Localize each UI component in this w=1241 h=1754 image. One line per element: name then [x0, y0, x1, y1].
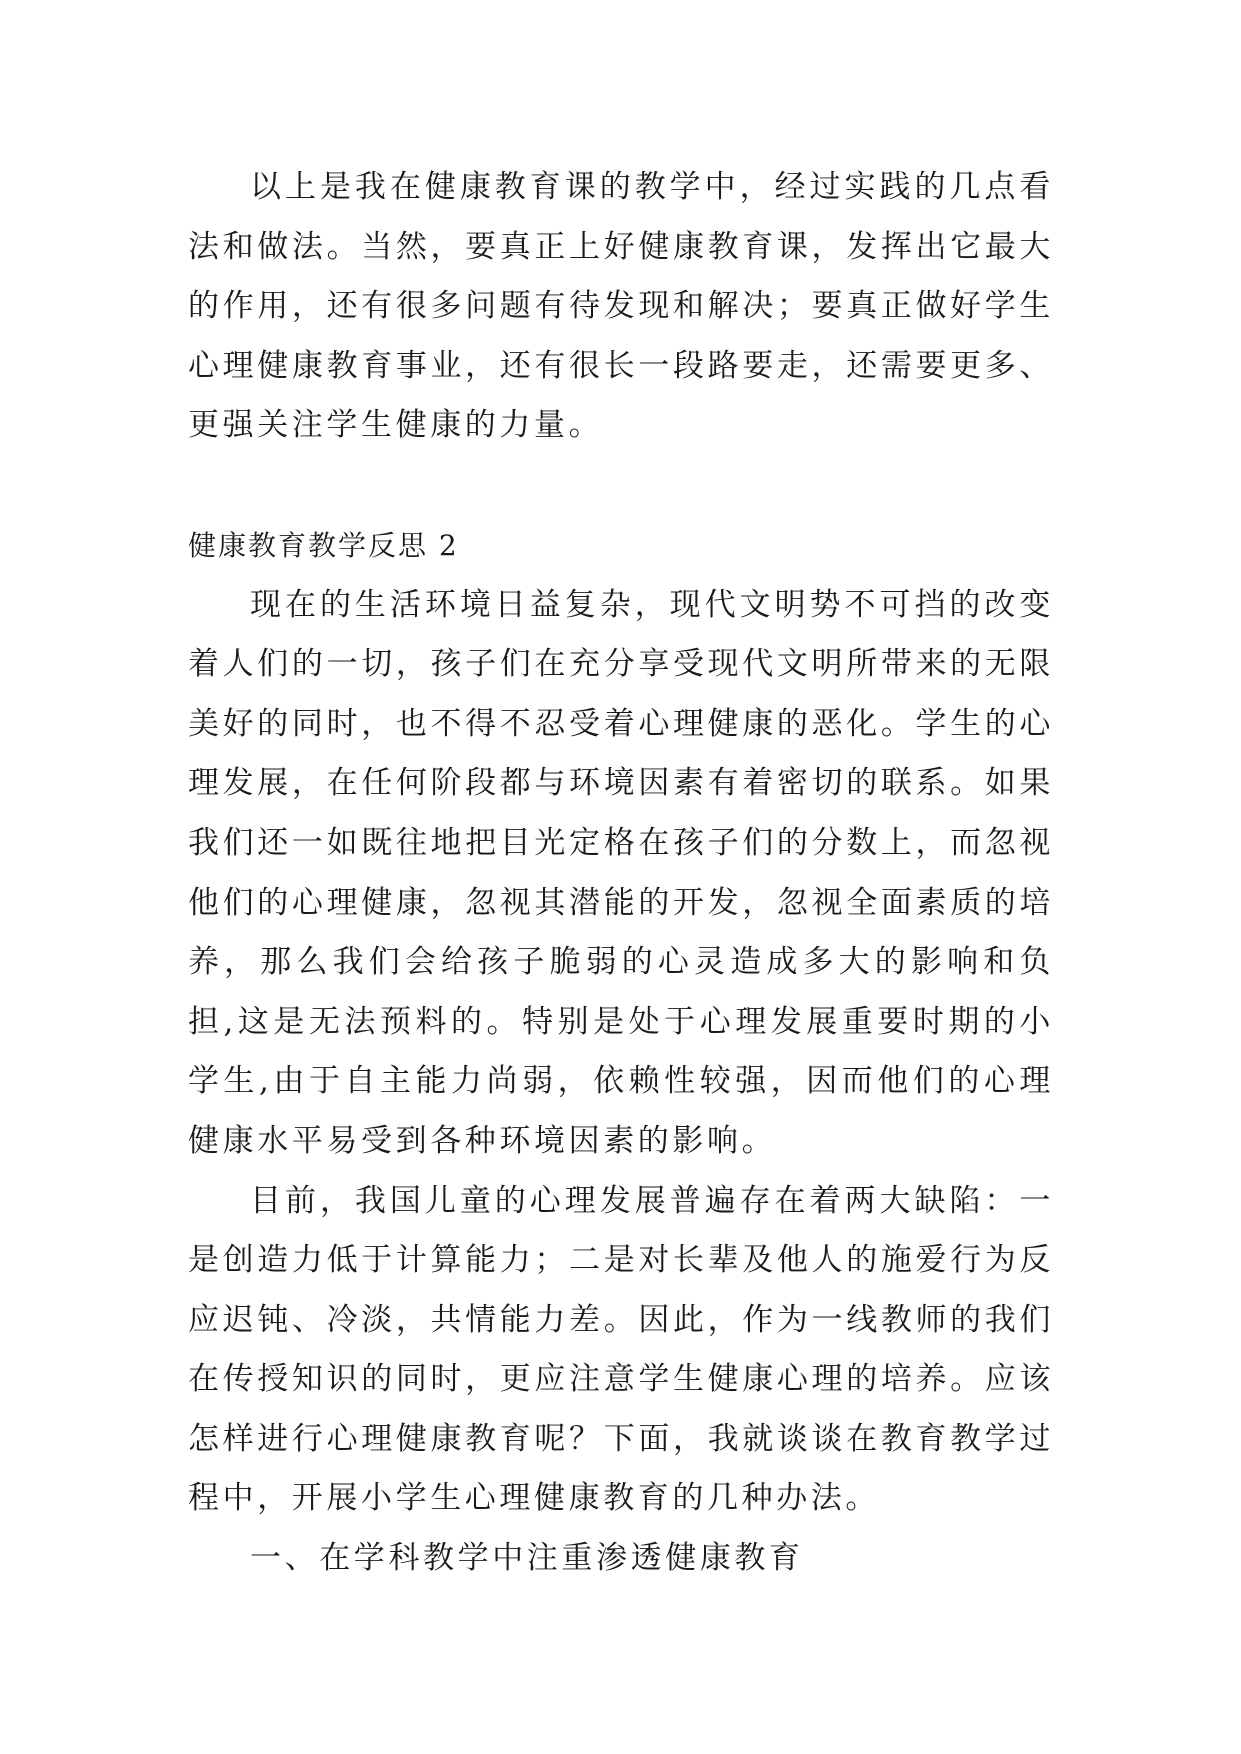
- body-paragraph-1: 现在的生活环境日益复杂，现代文明势不可挡的改变着人们的一切，孩子们在充分享受现代文明所带来的无限美好的同时，也不得不忍受着心理健康的恶化。学生的心理发展，在任何阶段都与环境因素有着密切的联系。如果我们还一如既往地把目光定格在孩子们的分数上，而忽视他们的心理健康，忽视其潜能的开发，忽视全面素质的培养，那么我们会给孩子脆弱的心灵造成多大的影响和负担,这是无法预料的。特别是处于心理发展重要时期的小学生,由于自主能力尚弱，依赖性较强，因而他们的心理健康水平易受到各种环境因素的影响。: [188, 586, 1054, 1159]
- document-body: [188, 158, 1054, 1589]
- body-paragraph-2: 目前，我国儿童的心理发展普遍存在着两大缺陷：一是创造力低于计算能力；二是对长辈及他人的施爱行为反应迟钝、冷淡，共情能力差。因此，作为一线教师的我们在传授知识的同时，更应注意学生健康心理的培养。应该怎样进行心理健康教育呢？下面，我就谈谈在教育教学过程中，开展小学生心理健康教育的几种办法。: [188, 1182, 1054, 1517]
- subsection-heading: 一、在学科教学中注重渗透健康教育: [250, 1540, 804, 1577]
- section-title: 健康教育教学反思 2: [188, 528, 459, 562]
- intro-paragraph: 以上是我在健康教育课的教学中，经过实践的几点看法和做法。当然，要真正上好健康教育课，发挥出它最大的作用，还有很多问题有待发现和解决；要真正做好学生心理健康教育事业，还有很长一段路要走，还需要更多、更强关注学生健康的力量。: [188, 169, 1054, 444]
